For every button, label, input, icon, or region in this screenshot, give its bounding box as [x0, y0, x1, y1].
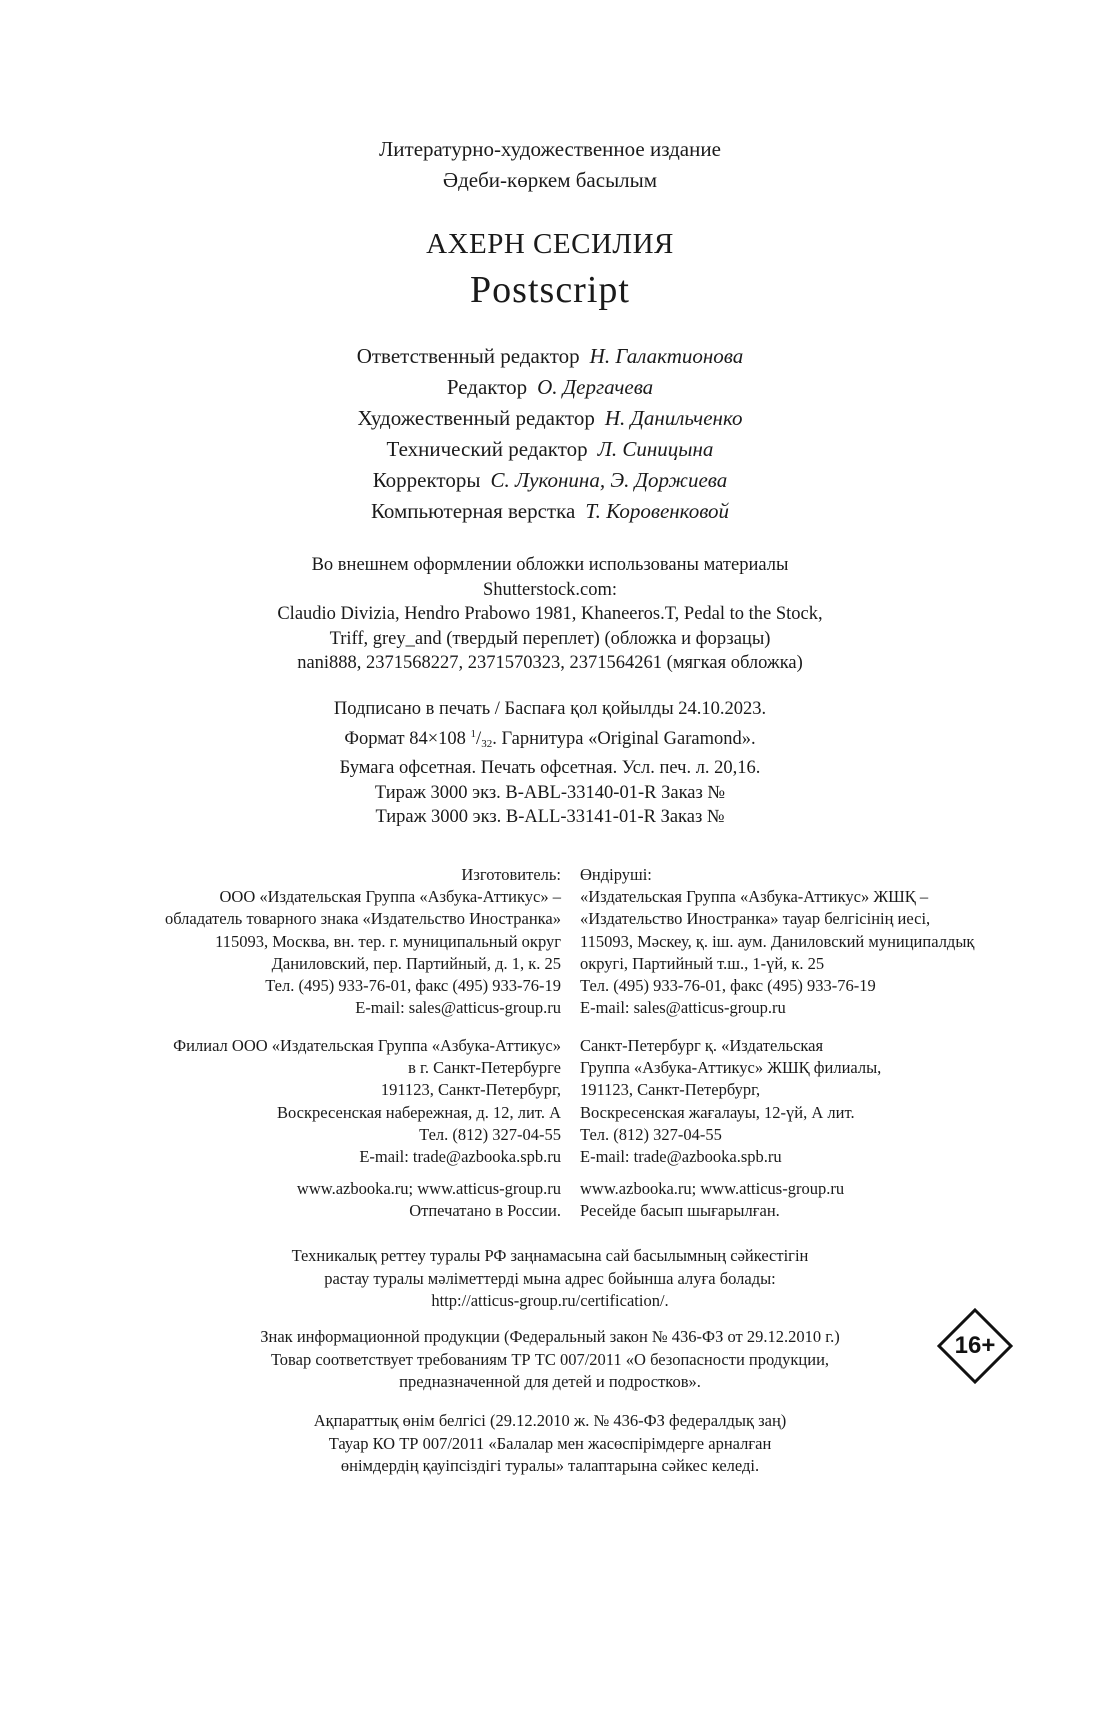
branch-ru-line: Тел. (812) 327-04-55 — [419, 1124, 561, 1144]
staff-role: Технический редактор — [386, 437, 588, 461]
info-sign-kz — [0, 1410, 1100, 1478]
format-numerator: 1 — [470, 727, 477, 740]
cover-credit-line: Claudio Divizia, Hendro Prabowo 1981, Khaneeros.T, Pedal to the Stock, — [277, 604, 823, 624]
staff-role: Художественный редактор — [357, 406, 595, 430]
staff-row — [0, 496, 1100, 527]
branch-kz-line: Группа «Азбука-Аттикус» ЖШҚ филиалы, — [580, 1058, 882, 1078]
edition-type-ru: Литературно-художественное издание — [379, 137, 721, 161]
edition-type — [0, 134, 1100, 196]
manufacturer-ru-line: обладатель товарного знака «Издательство Иностранка» — [164, 909, 561, 929]
manufacturer-kz-email: E-mail: sales@atticus-group.ru — [580, 998, 786, 1018]
certification-url: http://atticus-group.ru/certification/. — [431, 1291, 669, 1310]
staff-role: Корректоры — [372, 468, 481, 492]
manufacturer-kz-line: Тел. (495) 933-76-01, факс (495) 933-76-19 — [580, 976, 876, 996]
cover-credit-line: Во внешнем оформлении обложки использованы материалы — [311, 555, 789, 575]
print-run-2: Тираж 3000 экз. B-ALL-33141-01-R Заказ № — [375, 807, 725, 827]
age-rating-badge — [937, 1308, 1013, 1384]
tech-regulation-line: Техникалық реттеу туралы РФ заңнамасына сай басылымның сәйкестігін — [291, 1246, 809, 1265]
info-sign-ru — [0, 1326, 1100, 1394]
staff-row — [0, 403, 1100, 434]
staff-person: Т. Коровенковой — [585, 499, 730, 523]
branch-kz-line: Воскресенская жағалауы, 12-үй, А лит. — [580, 1102, 855, 1122]
format-prefix: Формат 84×108 — [344, 728, 471, 749]
tech-regulation — [0, 1245, 1100, 1313]
book-author: АХЕРН СЕСИЛИЯ — [426, 228, 674, 260]
print-info — [0, 697, 1100, 830]
staff-role: Редактор — [446, 375, 528, 399]
format-suffix: . Гарнитура «Original Garamond». — [492, 728, 756, 749]
staff-person: С. Луконина, Э. Доржиева — [490, 468, 728, 492]
branch-kz-line: Тел. (812) 327-04-55 — [580, 1124, 722, 1144]
staff-role: Ответственный редактор — [356, 344, 580, 368]
manufacturer-kz-line: «Издательство Иностранка» тауар белгісінің иесі, — [580, 909, 931, 929]
branch-kz — [580, 1035, 881, 1168]
manufacturer-kz-line: округі, Партийный т.ш., 1-үй, к. 25 — [580, 953, 825, 973]
manufacturer-ru-line: Изготовитель: — [461, 865, 561, 884]
cover-credit-line: Shutterstock.com: — [482, 579, 618, 600]
manufacturer-ru-line: Тел. (495) 933-76-01, факс (495) 933-76-19 — [265, 976, 561, 996]
print-run-1: Тираж 3000 экз. B-ABL-33140-01-R Заказ № — [374, 782, 726, 803]
staff-person: Н. Данильченко — [604, 406, 743, 430]
branch-ru-line: Филиал ООО «Издательская Группа «Азбука-Аттикус» — [173, 1036, 561, 1055]
printed-in: Отпечатано в России. — [409, 1201, 561, 1221]
format-denominator: 32 — [481, 737, 493, 750]
info-sign-ru-line: Знак информационной продукции (Федеральный закон № 436-ФЗ от 29.12.2010 г.) — [260, 1327, 840, 1346]
branch-ru — [173, 1035, 561, 1168]
staff-person: Н. Галактионова — [589, 344, 744, 368]
staff-credits — [0, 341, 1100, 527]
printed-in: Ресейде басып шығарылған. — [580, 1201, 780, 1221]
staff-row — [0, 341, 1100, 372]
branch-kz-email: E-mail: trade@azbooka.spb.ru — [580, 1147, 782, 1167]
cover-credit-line: Triff, grey_and (твердый переплет) (обложка и форзацы) — [329, 628, 771, 649]
manufacturer-ru-email: E-mail: sales@atticus-group.ru — [355, 998, 561, 1018]
branch-kz-line: Санкт-Петербург қ. «Издательская — [580, 1036, 824, 1055]
branch-ru-line: Воскресенская набережная, д. 12, лит. А — [276, 1102, 561, 1122]
staff-role: Компьютерная верстка — [370, 499, 576, 523]
staff-row — [0, 465, 1100, 496]
edition-type-kz: Әдеби-көркем басылым — [442, 168, 658, 192]
branch-ru-email: E-mail: trade@azbooka.spb.ru — [359, 1147, 561, 1167]
staff-person: О. Дергачева — [537, 375, 654, 399]
manufacturer-kz-line: 115093, Мәскеу, қ. іш. аум. Даниловский муниципалдық — [580, 931, 975, 951]
staff-row — [0, 372, 1100, 403]
manufacturer-kz-line: «Издательская Группа «Азбука-Аттикус» ЖШҚ – — [580, 887, 929, 907]
web-kz — [580, 1178, 844, 1222]
info-sign-ru-line: предназначенной для детей и подростков». — [399, 1372, 701, 1391]
manufacturer-ru — [165, 864, 561, 1019]
web-ru — [297, 1178, 561, 1222]
cover-credits — [0, 553, 1100, 676]
book-title: Postscript — [470, 269, 630, 311]
staff-person: Л. Синицына — [597, 437, 714, 461]
signed-date: Подписано в печать / Баспаға қол қойылды 24.10.2023. — [333, 699, 767, 719]
branch-kz-line: 191123, Санкт-Петербург, — [580, 1080, 761, 1100]
branch-ru-line: в г. Санкт-Петербурге — [408, 1058, 561, 1078]
tech-regulation-line: растау туралы мәліметтерді мына адрес бойынша алуға болады: — [324, 1268, 776, 1288]
manufacturer-kz-line: Өндіруші: — [580, 865, 652, 884]
website-links: www.azbooka.ru; www.atticus-group.ru — [296, 1179, 561, 1198]
staff-row — [0, 434, 1100, 465]
cover-credit-line: nani888, 2371568227, 2371570323, 2371564261 (мягкая обложка) — [297, 653, 803, 673]
info-sign-kz-line: Тауар КО ТР 007/2011 «Балалар мен жасөспірімдерге арналған — [328, 1433, 772, 1453]
format-line: Формат 84×108 $^1/_{32}$. Гарнитура «Original Garamond». — [344, 727, 756, 750]
manufacturer-ru-line: 115093, Москва, вн. тер. г. муниципальный округ — [215, 931, 561, 951]
manufacturer-ru-line: Даниловский, пер. Партийный, д. 1, к. 25 — [271, 953, 561, 973]
info-sign-kz-line: өнімдердің қауіпсіздігі туралы» талаптарына сәйкес келеді. — [340, 1456, 760, 1475]
age-rating-text: 16+ — [954, 1332, 996, 1359]
info-sign-kz-line: Ақпараттық өнім белгісі (29.12.2010 ж. № 436-ФЗ федералдық заң) — [313, 1411, 787, 1430]
manufacturer-ru-line: ООО «Издательская Группа «Азбука-Аттикус» – — [219, 887, 561, 907]
manufacturer-kz — [580, 864, 974, 1019]
website-links: www.azbooka.ru; www.atticus-group.ru — [580, 1179, 845, 1198]
branch-ru-line: 191123, Санкт-Петербург, — [380, 1080, 561, 1100]
info-sign-ru-line: Товар соответствует требованиям ТР ТС 007/2011 «О безопасности продукции, — [270, 1349, 830, 1369]
paper-info: Бумага офсетная. Печать офсетная. Усл. печ. л. 20,16. — [339, 758, 761, 778]
